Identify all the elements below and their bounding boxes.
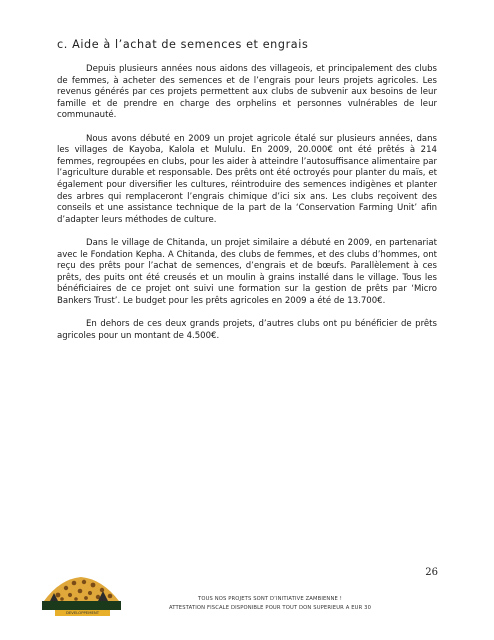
body-text: [57, 64, 437, 354]
page-number: 26: [425, 567, 438, 578]
paragraph-3: Dans le village de Chitanda, un projet similaire a débuté en 2009, en partenariat avec le Fondation Kepha. A Chitanda, des clubs de femmes, et des clubs d’hommes, ont reçu des prêts pour l’achat de semences, d’engrais et de bœufs. Parallèlement à ces prêts, des puits ont été creusés et un moulin à grains installé dans le village. Tous les bénéficiaires de ce projet ont suivi une formation sur la gestion de prêts par ‘Micro Bankers Trust’. Le budget pour les prêts agricoles en 2009 a été de 13.700€.: [57, 237, 437, 306]
organization-logo: [40, 571, 123, 628]
paragraph-1: Depuis plusieurs années nous aidons des villageois, et principalement des clubs de femmes, à acheter des semences et de l’engrais pour leurs projets agricoles. Les revenus générés par ces projets permettent aux clubs de subvenir aux besoins de leur famille et de prendre en charge des orphelins et personnes vulnérables de leur communauté.: [57, 64, 437, 121]
logo-subtitle: DEVELOPPEMENT: [55, 610, 110, 616]
footer-line-1: TOUS NOS PROJETS SONT D’INITIATIVE ZAMBIENNE !: [198, 596, 342, 602]
footer-line-2: ATTESTATION FISCALE DISPONIBLE POUR TOUT DON SUPERIEUR A EUR 30: [168, 605, 372, 611]
logo-name: ABANTU ZAMBIA E: [58, 602, 107, 607]
paragraph-2: Nous avons débuté en 2009 un projet agricole étalé sur plusieurs années, dans les villages de Kayoba, Kalola et Mululu. En 2009, 20.000€ ont été prêtés à 214 femmes, regroupées en clubs, pour les aider à atteindre l’autosuffisance alimentaire par l’agriculture durable et responsable. Des prêts ont été octroyés pour planter du maïs, et également pour diversifier les cultures, réintroduire des semences indigènes et planter des arbres qui remplaceront l’engrais chimique d’ici six ans. Les clubs reçoivent des conseils et une assistance technique de la part de la ‘Conservation Farming Unit’ afin d’adapter leurs méthodes de culture.: [57, 133, 437, 225]
section-title: c. Aide à l’achat de semences et engrais: [57, 38, 309, 51]
paragraph-4: En dehors de ces deux grands projets, d’autres clubs ont pu bénéficier de prêts agricoles pour un montant de 4.500€.: [57, 319, 437, 341]
